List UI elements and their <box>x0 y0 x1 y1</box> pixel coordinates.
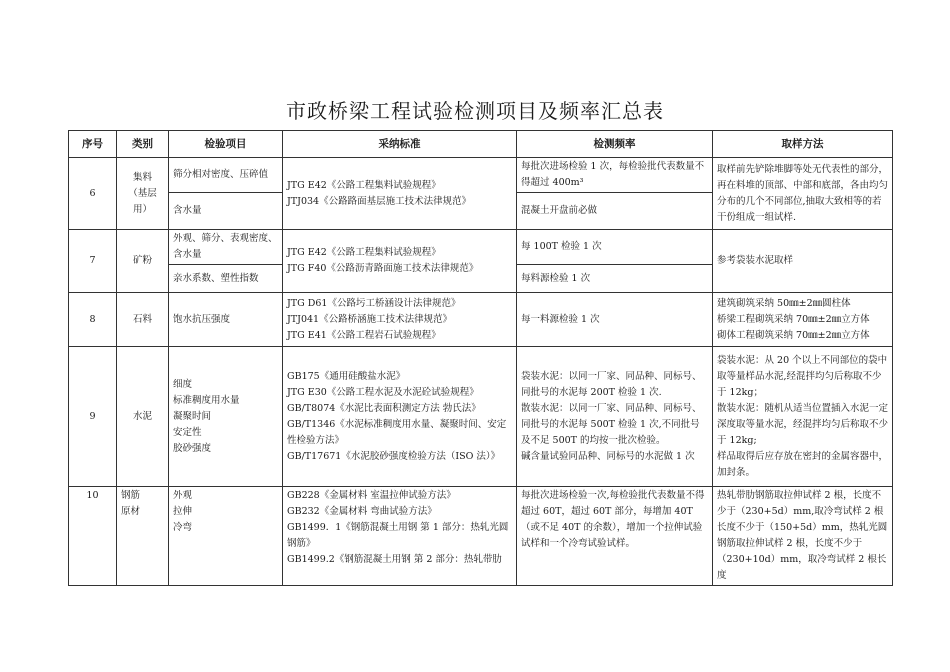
header-sampling: 取样方法 <box>713 131 893 158</box>
row-sampling: 热轧带肋钢筋取拉伸试样 2 根，长度不少于（230+5d）mm,取冷弯试样 2 根长度不少于（150+5d）mm，热轧光圆钢筋取拉伸试样 2 根，长度不少于（230+10d）mm，取冷弯试样 2 根长度 <box>713 487 893 586</box>
row-frequency: 每 100T 检验 1 次 <box>517 230 713 265</box>
row-frequency: 每料源检验 1 次 <box>517 265 713 293</box>
table-row <box>69 158 893 193</box>
row-sampling: 建筑砌筑采纳 50㎜±2㎜圆柱体 桥梁工程砌筑采纳 70㎜±2㎜立方体 砌体工程砌筑采纳 70㎜±2㎜立方体 <box>713 293 893 347</box>
row-frequency: 每批次进场检验 1 次，每检验批代表数量不得超过 400m³ <box>517 158 713 193</box>
row-standard: JTG E42《公路工程集料试验规程》 JTJ034《公路路面基层施工技术法律规范》 <box>283 158 517 230</box>
header-standard: 采纳标准 <box>283 131 517 158</box>
header-item: 检验项目 <box>169 131 283 158</box>
row-item: 细度 标准稠度用水量 凝聚时间 安定性 胶砂强度 <box>169 347 283 487</box>
header-category: 类别 <box>117 131 169 158</box>
table-row <box>69 230 893 265</box>
row-standard: GB175《通用硅酸盐水泥》 JTG E30《公路工程水泥及水泥砼试验规程》 GB/T8074《水泥比表面积测定方法 勃氏法》 GB/T1346《水泥标准稠度用水量、凝聚时间、安定性检验方法》 GB/T17671《水泥胶砂强度检验方法（ISO 法）》 <box>283 347 517 487</box>
row-item: 外观 拉伸 冷弯 <box>169 487 283 586</box>
category-line: （基层 <box>128 187 157 199</box>
category-line: 原材 <box>121 506 141 517</box>
row-number: 7 <box>69 230 117 293</box>
category-line: 钢筋 <box>121 490 141 501</box>
row-standard: JTG D61《公路圬工桥涵设计法律规范》 JTJ041《公路桥涵施工技术法律规范》 JTG E41《公路工程岩石试验规程》 <box>283 293 517 347</box>
header-frequency: 检测频率 <box>517 131 713 158</box>
row-sampling: 袋装水泥：从 20 个以上不同部位的袋中取等量样品水泥,经混拌均匀后称取不少于 12kg； 散装水泥：随机从适当位置插入水泥一定深度取等量水泥，经混拌均匀后称取不少于 12kg; 样品取得后应存放在密封的金属容器中，加封条。 <box>713 347 893 487</box>
row-category: 矿粉 <box>117 230 169 293</box>
row-number: 9 <box>69 347 117 487</box>
table-row <box>69 293 893 347</box>
row-category: 水泥 <box>117 347 169 487</box>
row-number: 6 <box>69 158 117 230</box>
page-title: 市政桥梁工程试验检测项目及频率汇总表 <box>286 99 664 123</box>
row-category: 石料 <box>117 293 169 347</box>
row-frequency: 混凝土开盘前必做 <box>517 193 713 230</box>
row-category <box>117 158 169 230</box>
category-line: 集料 <box>132 171 152 183</box>
table-row <box>69 347 893 487</box>
row-item: 亲水系数、塑性指数 <box>169 265 283 293</box>
row-item: 含水量 <box>169 193 283 230</box>
row-item: 外观、筛分、表观密度、含水量 <box>169 230 283 265</box>
row-sampling: 取样前先铲除堆脚等处无代表性的部分，再在料堆的顶部、中部和底部，各由均匀分布的几个不同部位,抽取大致相等的若干份组成一组试样. <box>713 158 893 230</box>
row-standard: JTG E42《公路工程集料试验规程》 JTG F40《公路沥青路面施工技术法律规范》 <box>283 230 517 293</box>
header-no: 序号 <box>69 131 117 158</box>
frequency-table <box>68 130 893 586</box>
row-standard: GB228《金属材料 室温拉伸试验方法》 GB232《金属材料 弯曲试验方法》 GB1499．1《钢筋混凝土用钢 第 1 部分：热轧光圆钢筋》 GB1499.2《钢筋混凝土用钢 第 2 部分：热轧带肋 <box>283 487 517 586</box>
row-category <box>117 487 169 586</box>
row-frequency: 袋装水泥：以同一厂家、同品种、同标号、同批号的水泥每 200T 检验 1 次. 散装水泥：以同一厂家、同品种、同标号、同批号的水泥每 500T 检验 1 次,不同批号及不足 500T 的均按一批次检验。 碱含量试验同品种、同标号的水泥做 1 次 <box>517 347 713 487</box>
row-number: 8 <box>69 293 117 347</box>
row-item: 筛分相对密度、压碎值 <box>169 158 283 193</box>
category-line: 用） <box>132 203 152 215</box>
row-frequency: 每批次进场检验一次,每检验批代表数量不得超过 60T，超过 60T 部分，每增加 40T（或不足 40T 的余数），增加一个拉伸试验试样和一个冷弯试验试样。 <box>517 487 713 586</box>
row-sampling: 参考袋装水泥取样 <box>713 230 893 293</box>
row-number: 10 <box>69 487 117 586</box>
row-frequency: 每一料源检验 1 次 <box>517 293 713 347</box>
table-row <box>69 487 893 586</box>
table-header-row <box>69 131 893 158</box>
row-item: 饱水抗压强度 <box>169 293 283 347</box>
